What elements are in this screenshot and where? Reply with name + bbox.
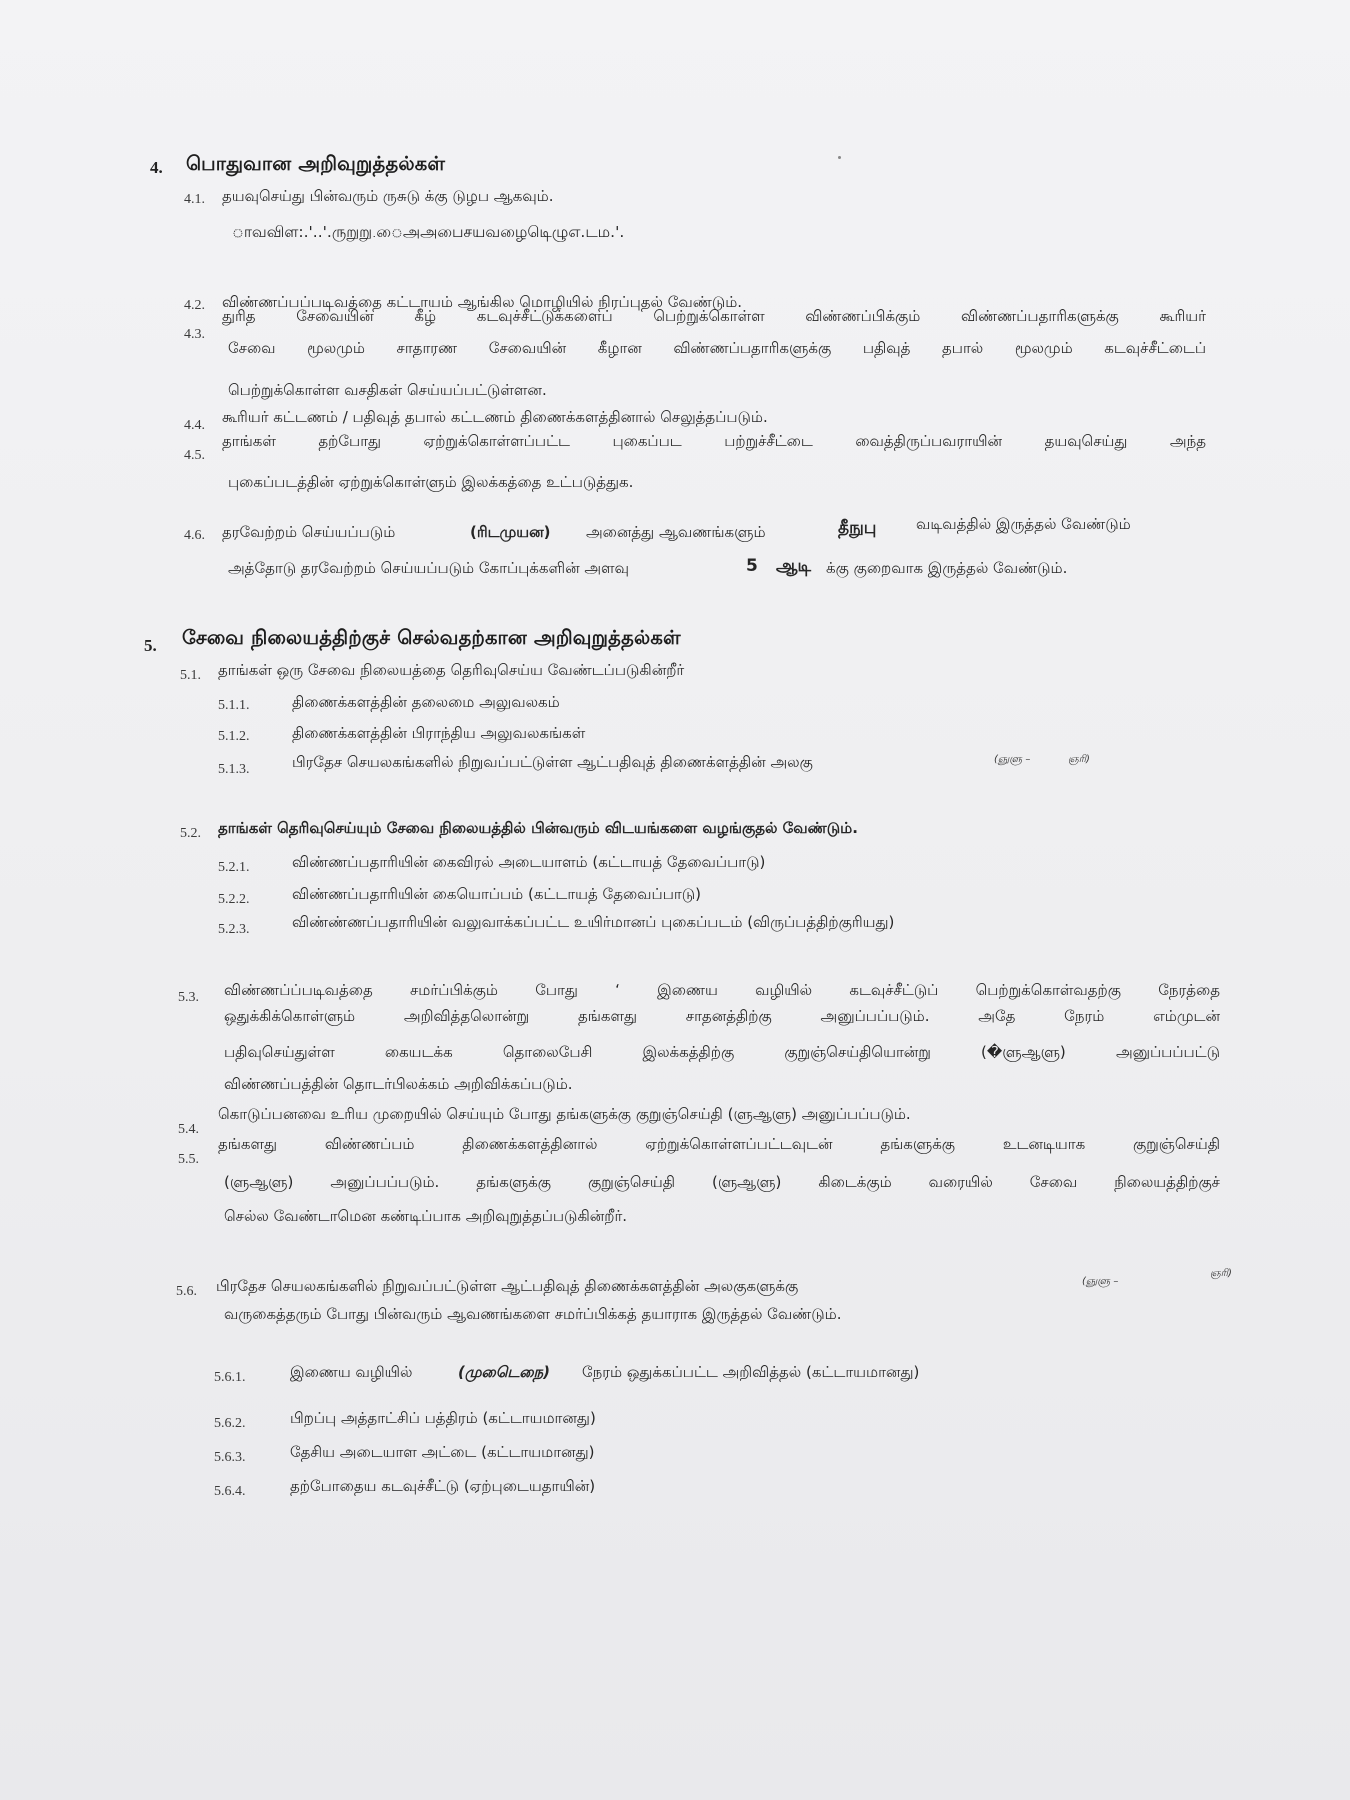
item-4-6-part-b: (ரிடமுயன) [470, 523, 551, 541]
section-5-number: 5. [144, 636, 157, 655]
item-5-5-line2: (ளுஆளு) அனுப்பப்படும். தங்களுக்கு குறுஞ்செய்தி (ளுஆளு) கிடைக்கும் வரையில் சேவை நிலையத்திற்குச் [224, 1173, 1220, 1191]
item-4-6-line2c: ஆடி [776, 556, 812, 576]
item-4-5-line2: புகைப்படத்தின் ஏற்றுக்கொள்ளும் இலக்கத்தை உட்படுத்துக. [228, 473, 634, 491]
section-4-number: 4. [150, 158, 163, 177]
item-5-6-2-text: பிறப்பு அத்தாட்சிப் பத்திரம் (கட்டாயமானது) [290, 1409, 596, 1427]
item-5-6-line2: வருகைத்தரும் போது பின்வரும் ஆவணங்களை சமர்ப்பிக்கத் தயாராக இருத்தல் வேண்டும். [224, 1305, 842, 1323]
item-5-1-3-note: (ஞுளு – [994, 754, 1031, 765]
item-5-1-2-text: திணைக்களத்தின் பிராந்திய அலுவலகங்கள் [292, 724, 586, 742]
item-5-6-1-part-b: (முடெைநை) [458, 1363, 550, 1381]
item-5-2-3-number: 5.2.3. [218, 922, 250, 937]
item-5-3-line4: விண்ணப்பத்தின் தொடர்பிலக்கம் அறிவிக்கப்படும். [224, 1075, 573, 1093]
item-4-6-part-e: வடிவத்தில் இருத்தல் வேண்டும் [916, 515, 1131, 533]
item-5-6-3-text: தேசிய அடையாள அட்டை (கட்டாயமானது) [290, 1443, 595, 1461]
item-5-6-note: (ஞுளு – [1082, 1276, 1119, 1287]
item-4-5-line1: தாங்கள் தற்போது ஏற்றுக்கொள்ளப்பட்ட புகைப்பட பற்றுச்சீட்டை வைத்திருப்பவராயின் தயவுசெய்து அந்த [222, 432, 1206, 450]
item-5-2-text: தாங்கள் தெரிவுசெய்யும் சேவை நிலையத்தில் பின்வரும் விடயங்களை வழங்குதல் வேண்டும். [218, 819, 858, 837]
item-5-3-number: 5.3. [178, 990, 199, 1005]
item-4-4-text: கூரியர் கட்டணம் / பதிவுத் தபால் கட்டணம் திணைக்களத்தினால் செலுத்தப்படும். [222, 408, 768, 426]
item-4-6-part-c: அனைத்து ஆவணங்களும் [586, 523, 766, 541]
item-4-3-line2: சேவை மூலமும் சாதாரண சேவையின் கீழான விண்ணப்பதாரிகளுக்கு பதிவுத் தபால் மூலமும் கடவுச்சீட்டைப் [228, 339, 1206, 357]
item-5-2-1-text: விண்ணப்பதாரியின் கைவிரல் அடையாளம் (கட்டாயத் தேவைப்பாடு) [292, 853, 766, 871]
item-4-1-number: 4.1. [184, 192, 205, 207]
item-5-6-line1: பிரதேச செயலகங்களில் நிறுவப்பட்டுள்ள ஆட்பதிவுத் திணைக்களத்தின் அலகுகளுக்கு [216, 1277, 799, 1295]
item-5-5-line3: செல்ல வேண்டாமென கண்டிப்பாக அறிவுறுத்தப்படுகின்றீர். [224, 1207, 628, 1225]
item-4-3-number: 4.3. [184, 327, 205, 342]
item-5-6-2-number: 5.6.2. [214, 1416, 246, 1431]
item-5-2-1-number: 5.2.1. [218, 860, 250, 875]
item-5-2-2-text: விண்ணப்பதாரியின் கையொப்பம் (கட்டாயத் தேவைப்பாடு) [292, 885, 701, 903]
item-5-1-3-note2: ஞரி) [1068, 754, 1090, 765]
item-5-5-number: 5.5. [178, 1152, 199, 1167]
item-5-6-1-number: 5.6.1. [214, 1370, 246, 1385]
section-4-heading: பொதுவான அறிவுறுத்தல்கள் [186, 152, 446, 175]
item-5-6-number: 5.6. [176, 1284, 197, 1299]
item-5-6-3-number: 5.6.3. [214, 1450, 246, 1465]
item-5-6-1-part-c: நேரம் ஒதுக்கப்பட்ட அறிவித்தல் (கட்டாயமானது) [582, 1363, 920, 1381]
item-4-6-number: 4.6. [184, 528, 205, 543]
item-5-1-3-text: பிரதேச செயலகங்களில் நிறுவப்பட்டுள்ள ஆட்பதிவுத் திணைக்ளத்தின் அலகு [292, 753, 813, 771]
item-5-6-note2: ஞரி) [1210, 1268, 1232, 1279]
item-5-2-2-number: 5.2.2. [218, 892, 250, 907]
item-5-6-4-number: 5.6.4. [214, 1484, 246, 1499]
item-5-6-4-text: தற்போதைய கடவுச்சீட்டு (ஏற்புடையதாயின்) [290, 1477, 596, 1495]
item-5-1-1-text: திணைக்களத்தின் தலைமை அலுவலகம் [292, 693, 560, 711]
item-5-2-number: 5.2. [180, 826, 201, 841]
item-5-1-2-number: 5.1.2. [218, 729, 250, 744]
item-5-1-text: தாங்கள் ஒரு சேவை நிலையத்தை தெரிவுசெய்ய வேண்டப்படுகின்றீர் [218, 661, 685, 679]
item-5-4-text: கொடுப்பனவை உரிய முறையில் செய்யும் போது தங்களுக்கு குறுஞ்செய்தி (ளுஆளு) அனுப்பப்படும். [218, 1105, 911, 1123]
section-5-heading: சேவை நிலையத்திற்குச் செல்வதற்கான அறிவுறுத்தல்கள் [182, 626, 681, 649]
item-4-6-part-d: தீநுபு [838, 518, 877, 538]
item-5-3-line3: பதிவுசெய்துள்ள கையடக்க தொலைபேசி இலக்கத்திற்கு குறுஞ்செய்தியொன்று (�ளுஆளு) அனுப்பப்பட்டு [224, 1043, 1220, 1061]
item-4-5-number: 4.5. [184, 448, 205, 463]
item-4-6-line2a: அத்தோடு தரவேற்றம் செய்யப்படும் கோப்புக்களின் அளவு [228, 559, 629, 577]
item-5-3-line1: விண்ணப்ப்படிவத்தை சமர்ப்பிக்கும் போது ‘ இணைய வழியில் கடவுச்சீட்டுப் பெற்றுக்கொள்வதற்கு நேரத்தை [224, 981, 1220, 999]
item-4-2-number: 4.2. [184, 298, 205, 313]
item-5-4-number: 5.4. [178, 1122, 199, 1137]
item-5-5-line1: தங்களது விண்ணப்பம் திணைக்களத்தினால் ஏற்றுக்கொள்ளப்பட்டவுடன் தங்களுக்கு உடனடியாக குறுஞ்செய்தி [218, 1135, 1220, 1153]
item-5-2-3-text: விண்ண்ணப்பதாரியின் வலுவாக்கப்பட்ட உயிர்மானப் புகைப்படம் (விருப்பத்திற்குரியது) [292, 913, 895, 931]
item-4-2-text: விண்ணப்பப்படிவத்தை கட்டாயம் ஆங்கில மொழியில் நிரப்புதல் வேண்டும். [222, 293, 743, 311]
item-5-1-number: 5.1. [180, 668, 201, 683]
item-5-1-1-number: 5.1.1. [218, 698, 250, 713]
item-4-3-line3: பெற்றுக்கொள்ள வசதிகள் செய்யப்பட்டுள்ளன. [228, 381, 547, 399]
item-4-6-part-a: தரவேற்றம் செய்யப்படும் [222, 523, 396, 541]
item-5-3-line2: ஒதுக்கிக்கொள்ளும் அறிவித்தலொன்று தங்களது சாதனத்திற்கு அனுப்பப்படும். அதே நேரம் எம்முடன் [224, 1007, 1220, 1025]
item-5-1-3-number: 5.1.3. [218, 762, 250, 777]
item-4-1-url: ாவவிள:.'..'.ருறுறு.ைஅஅபைசயவழைடிெழுஎ.டம.'. [232, 223, 625, 241]
item-4-6-line2b: 5 [746, 556, 758, 576]
item-4-6-line2d: க்கு குறைவாக இருத்தல் வேண்டும். [826, 559, 1068, 577]
item-4-3-line1: துரித சேவையின் கீழ் கடவுச்சீட்டுக்களைப் பெற்றுக்கொள்ள விண்ணப்பிக்கும் விண்ணப்பதாரிகளுக்கு கூரியர் [222, 307, 1206, 325]
item-5-6-1-part-a: இணைய வழியில் [290, 1363, 413, 1381]
item-4-1-text: தயவுசெய்து பின்வரும் ருசுடு க்கு டுழப ஆகவும். [222, 187, 554, 205]
speck [838, 156, 841, 159]
item-4-4-number: 4.4. [184, 418, 205, 433]
